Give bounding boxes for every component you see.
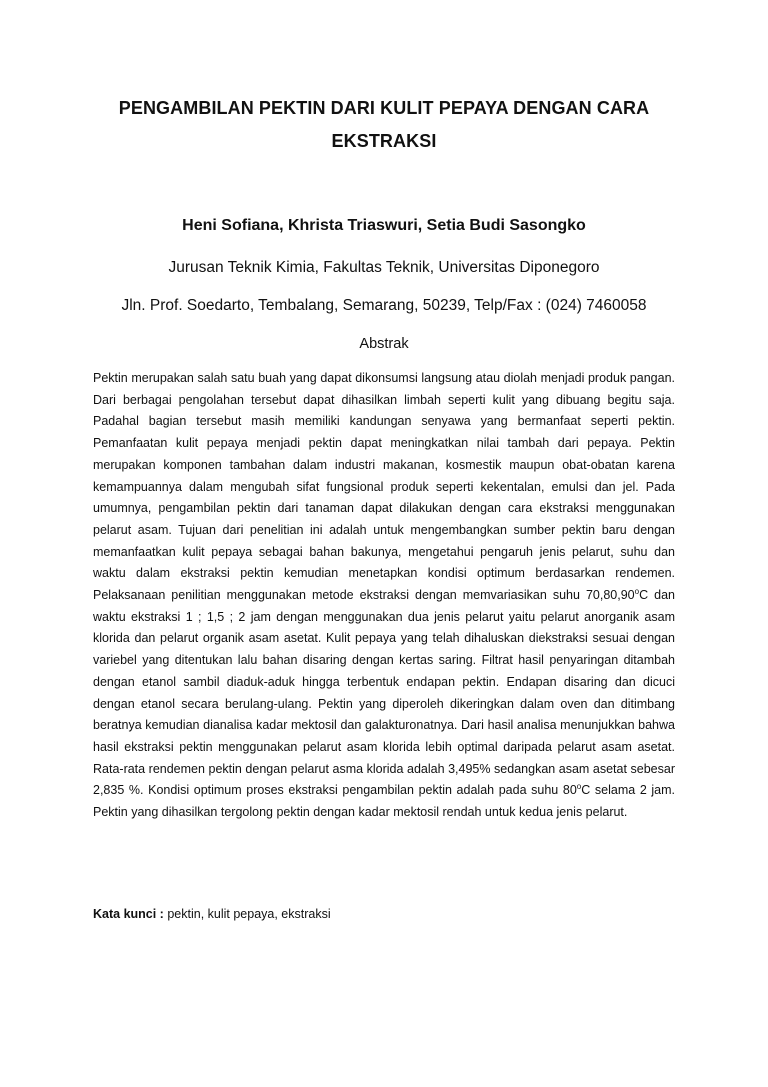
paper-title: PENGAMBILAN PEKTIN DARI KULIT PEPAYA DENGAN CARA EKSTRAKSI — [118, 98, 650, 151]
abstract-heading: Abstrak — [359, 336, 409, 352]
keywords-label: Kata kunci : — [93, 907, 164, 921]
address: Jln. Prof. Soedarto, Tembalang, Semarang, 50239, Telp/Fax : (024) 7460058 — [121, 297, 647, 314]
degree-mark: o — [634, 586, 640, 596]
affiliation: Jurusan Teknik Kimia, Fakultas Teknik, Universitas Diponegoro — [168, 259, 600, 276]
abstract-text-part-2: C dan waktu ekstraksi 1 ; 1,5 ; 2 jam dengan menggunakan dua jenis pelarut yaitu pelarut anorganik asam klorida dan pelarut organik asam asetat. Kulit pepaya yang telah dihaluskan diekstraksi sesuai dengan variebel yang ditentukan lalu bahan disaring dengan kertas saring. Filtrat hasil penyaringan ditambah dengan etanol sambil diaduk-aduk hingga terbentuk endapan pektin. Endapan disaring dan dicuci dengan etanol secara berulang-ulang. Pektin yang diperoleh dikeringkan dalam oven dan ditimbang beratnya kemudian dianalisa kadar mektosil dan galakturonatnya. Dari hasil analisa menunjukkan bahwa hasil ekstraksi pektin menggunakan pelarut asam klorida lebih optimal daripada pelarut asam asetat. Rata-rata rendemen pektin dengan pelarut asma klorida adalah 3,495% sedangkan asam asetat sebesar 2,835 %. Kondisi optimum proses ekstraksi pengambilan pektin adalah pada suhu 80 — [93, 588, 676, 798]
abstract-text-part-3: C selama 2 jam. Pektin yang dihasilkan tergolong pektin dengan kadar mektosil rendah untuk kedua jenis pelarut. — [93, 783, 676, 820]
abstract-text-part-1: Pektin merupakan salah satu buah yang dapat dikonsumsi langsung atau diolah menjadi produk pangan. Dari berbagai pengolahan tersebut dapat dihasilkan limbah seperti kulit yang dibuang begitu saja. Padahal bagian tersebut masih memiliki kandungan senyawa yang bermanfaat seperti pektin. Pemanfaatan kulit pepaya menjadi pektin dapat meningkatkan nilai tambah dari pepaya. Pektin merupakan komponen tambahan dalam industri makanan, kosmestik maupun obat-obatan karena kemampuannya dalam mengubah sifat fungsional produk seperti kekentalan, emulsi dan jel. Pada umumnya, pengambilan pektin dari tanaman dapat dilakukan dengan cara ekstraksi menggunakan pelarut asam. Tujuan dari penelitian ini adalah untuk mengembangkan sumber pektin baru dengan memanfaatkan kulit pepaya sebagai bahan bakunya, mengetahui pengaruh jenis pelarut, suhu dan waktu dalam ekstraksi pektin kemudian menetapkan kondisi optimum berdasarkan rendemen. Pelaksanaan penilitian menggunakan metode ekstraksi dengan memvariasikan suhu 70,80,90 — [93, 371, 675, 603]
author-list: Heni Sofiana, Khrista Triaswuri, Setia Budi Sasongko — [182, 217, 586, 234]
keywords-value: pektin, kulit pepaya, ekstraksi — [163, 907, 331, 921]
degree-mark: o — [576, 782, 582, 792]
abstract-body — [93, 368, 675, 824]
keywords — [93, 903, 675, 925]
